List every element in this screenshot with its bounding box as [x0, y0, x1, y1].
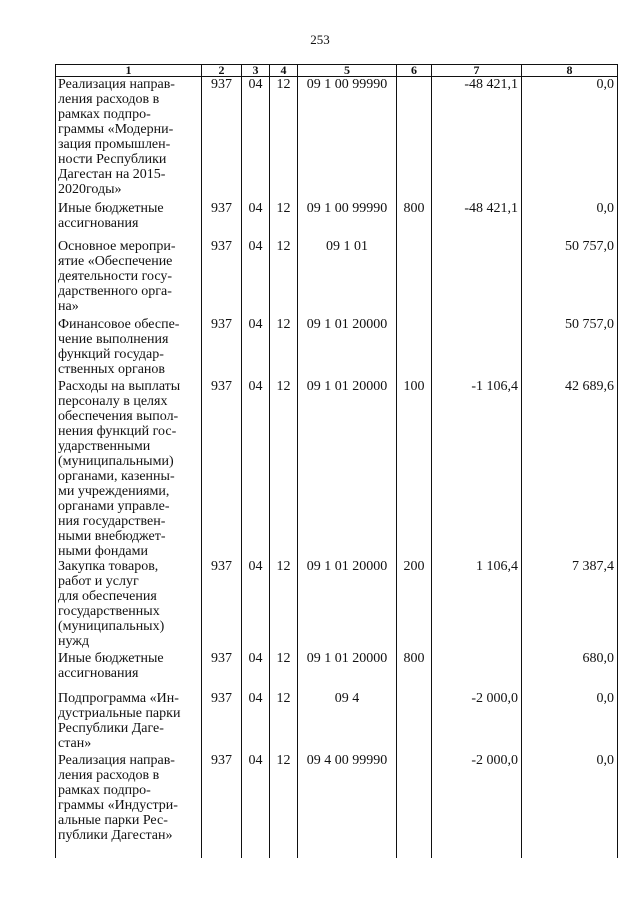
subsection-code-cell: 12: [270, 77, 298, 201]
expense-type-cell: 200: [397, 559, 432, 651]
chapter-code-cell: 937: [202, 317, 242, 379]
expense-type-cell: [397, 239, 432, 317]
subsection-code-cell: 12: [270, 317, 298, 379]
expense-type-cell: 800: [397, 201, 432, 239]
chapter-code-cell: 937: [202, 77, 242, 201]
chapter-code-cell: 937: [202, 201, 242, 239]
table-row: [56, 77, 618, 201]
total-amount-cell: 0,0: [522, 753, 618, 858]
table-row: [56, 317, 618, 379]
subsection-code-cell: 12: [270, 691, 298, 753]
change-amount-cell: -2 000,0: [432, 691, 522, 753]
row-name-cell: Реализация направ- ления расходов в рамках подпро- граммы «Индустри- альные парки Рес- публики Дагестан»: [56, 753, 202, 858]
section-code-cell: 04: [242, 77, 270, 201]
section-code-cell: 04: [242, 559, 270, 651]
table-row: [56, 651, 618, 691]
expense-type-cell: [397, 317, 432, 379]
subsection-code-cell: 12: [270, 239, 298, 317]
table-header-row: [56, 65, 618, 77]
section-code-cell: 04: [242, 691, 270, 753]
target-article-cell: 09 1 01 20000: [298, 651, 397, 691]
subsection-code-cell: 12: [270, 379, 298, 559]
section-code-cell: 04: [242, 379, 270, 559]
table-row: [56, 691, 618, 753]
row-name-cell: Расходы на выплаты персоналу в целях обеспечения выпол- нения функций гос- ударственными (муниципальными) органами, казенны- ми учреждениями, органами управле- ния государствен- ными внебюджет- ными фондами: [56, 379, 202, 559]
subsection-code-cell: 12: [270, 201, 298, 239]
chapter-code-cell: 937: [202, 559, 242, 651]
section-code-cell: 04: [242, 651, 270, 691]
row-name-cell: Финансовое обеспе- чение выполнения функций государ- ственных органов: [56, 317, 202, 379]
change-amount-cell: -48 421,1: [432, 77, 522, 201]
column-header: 5: [298, 65, 397, 77]
column-header: 7: [432, 65, 522, 77]
target-article-cell: 09 1 01: [298, 239, 397, 317]
change-amount-cell: [432, 651, 522, 691]
column-header: 2: [202, 65, 242, 77]
section-code-cell: 04: [242, 239, 270, 317]
target-article-cell: 09 1 00 99990: [298, 201, 397, 239]
table-row: [56, 379, 618, 559]
subsection-code-cell: 12: [270, 753, 298, 858]
table-row: [56, 201, 618, 239]
table-row: [56, 239, 618, 317]
change-amount-cell: 1 106,4: [432, 559, 522, 651]
target-article-cell: 09 1 00 99990: [298, 77, 397, 201]
section-code-cell: 04: [242, 317, 270, 379]
total-amount-cell: 7 387,4: [522, 559, 618, 651]
total-amount-cell: 50 757,0: [522, 239, 618, 317]
total-amount-cell: 42 689,6: [522, 379, 618, 559]
chapter-code-cell: 937: [202, 691, 242, 753]
row-name-cell: Иные бюджетные ассигнования: [56, 201, 202, 239]
total-amount-cell: 0,0: [522, 77, 618, 201]
target-article-cell: 09 1 01 20000: [298, 559, 397, 651]
row-name-cell: Основное меропри- ятие «Обеспечение деятельности госу- дарственного орга- на»: [56, 239, 202, 317]
row-name-cell: Закупка товаров, работ и услуг для обеспечения государственных (муниципальных) нужд: [56, 559, 202, 651]
expense-type-cell: [397, 691, 432, 753]
target-article-cell: 09 4 00 99990: [298, 753, 397, 858]
change-amount-cell: -48 421,1: [432, 201, 522, 239]
total-amount-cell: 680,0: [522, 651, 618, 691]
chapter-code-cell: 937: [202, 379, 242, 559]
change-amount-cell: [432, 239, 522, 317]
target-article-cell: 09 4: [298, 691, 397, 753]
budget-table: [55, 64, 618, 858]
expense-type-cell: [397, 753, 432, 858]
column-header: 4: [270, 65, 298, 77]
page-number: 253: [310, 32, 330, 47]
subsection-code-cell: 12: [270, 651, 298, 691]
section-code-cell: 04: [242, 753, 270, 858]
change-amount-cell: [432, 317, 522, 379]
column-header: 3: [242, 65, 270, 77]
row-name-cell: Подпрограмма «Ин- дустриальные парки Республики Даге- стан»: [56, 691, 202, 753]
total-amount-cell: 0,0: [522, 691, 618, 753]
change-amount-cell: -2 000,0: [432, 753, 522, 858]
expense-type-cell: [397, 77, 432, 201]
chapter-code-cell: 937: [202, 651, 242, 691]
subsection-code-cell: 12: [270, 559, 298, 651]
table-row: [56, 559, 618, 651]
section-code-cell: 04: [242, 201, 270, 239]
target-article-cell: 09 1 01 20000: [298, 317, 397, 379]
column-header: 6: [397, 65, 432, 77]
total-amount-cell: 0,0: [522, 201, 618, 239]
column-header: 1: [56, 65, 202, 77]
target-article-cell: 09 1 01 20000: [298, 379, 397, 559]
row-name-cell: Иные бюджетные ассигнования: [56, 651, 202, 691]
expense-type-cell: 100: [397, 379, 432, 559]
table-row: [56, 753, 618, 858]
change-amount-cell: -1 106,4: [432, 379, 522, 559]
column-header: 8: [522, 65, 618, 77]
total-amount-cell: 50 757,0: [522, 317, 618, 379]
chapter-code-cell: 937: [202, 753, 242, 858]
row-name-cell: Реализация направ- ления расходов в рамках подпро- граммы «Модерни- зация промышлен- ности Республики Дагестан на 2015- 2020годы»: [56, 77, 202, 201]
chapter-code-cell: 937: [202, 239, 242, 317]
expense-type-cell: 800: [397, 651, 432, 691]
